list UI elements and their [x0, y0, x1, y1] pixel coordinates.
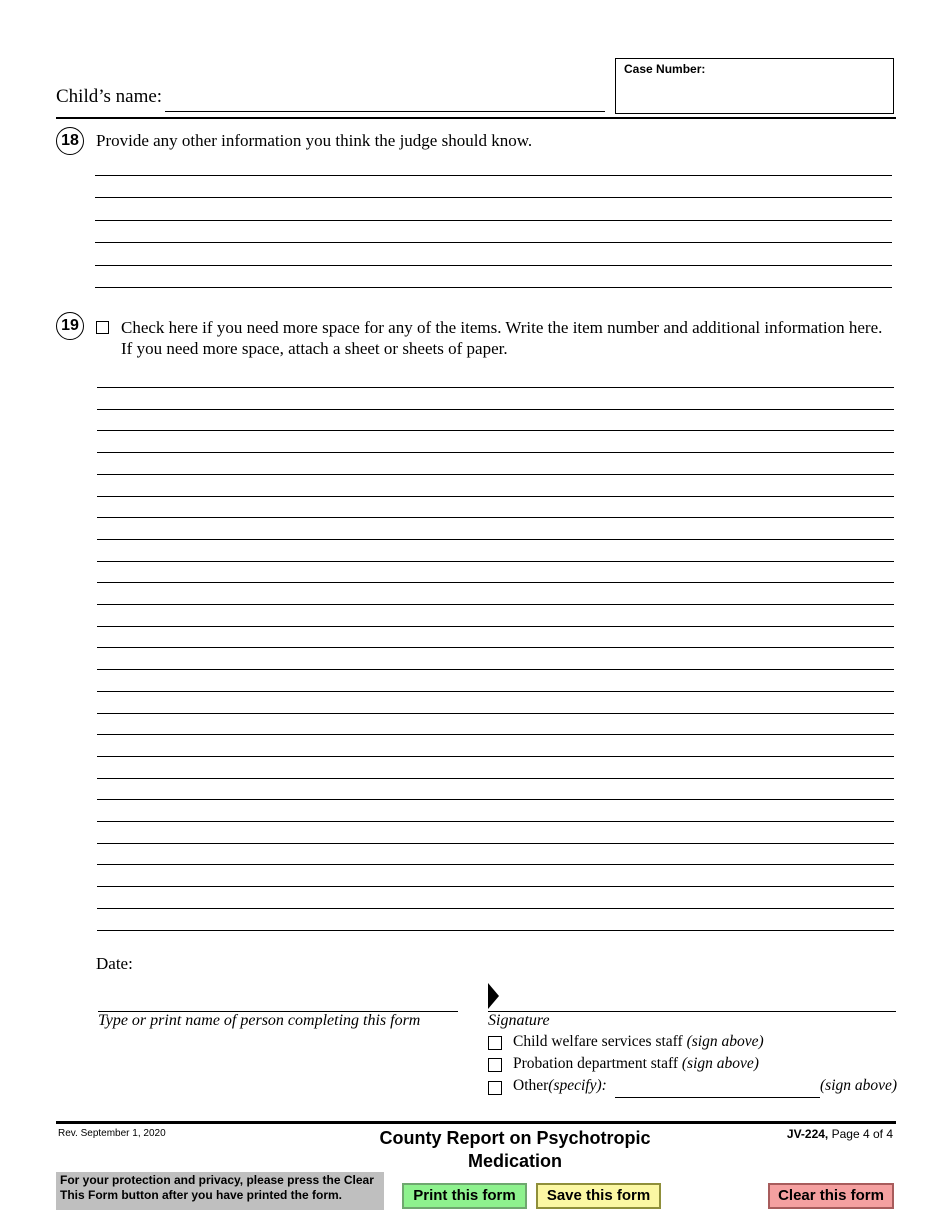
other-suffix: (sign above): [820, 1077, 898, 1094]
answer-line[interactable]: [95, 265, 892, 266]
sign-here-arrow-icon: [488, 983, 499, 1009]
child-name-label: Child’s name:: [56, 86, 163, 107]
answer-line[interactable]: [97, 539, 894, 540]
other-checkbox[interactable]: [488, 1081, 502, 1095]
more-space-checkbox[interactable]: [96, 321, 109, 334]
page-indicator: Page 4 of 4: [831, 1127, 893, 1141]
name-caption: Type or print name of person completing this form: [98, 1012, 421, 1029]
date-label: Date:: [96, 954, 133, 973]
answer-line[interactable]: [97, 886, 894, 887]
print-form-button[interactable]: [402, 1183, 527, 1209]
answer-line[interactable]: [97, 756, 894, 757]
form-title-line-2: Medication: [467, 1151, 562, 1171]
answer-line[interactable]: [97, 409, 894, 410]
form-title-line-1: County Report on Psychotropic: [379, 1128, 651, 1148]
answer-line[interactable]: [95, 175, 892, 176]
answer-line[interactable]: [97, 452, 894, 453]
probation-checkbox[interactable]: [488, 1058, 502, 1072]
answer-line[interactable]: [97, 734, 894, 735]
answer-line[interactable]: [95, 287, 892, 288]
privacy-note-line-2: This Form button after you have printed the form.: [60, 1188, 343, 1202]
answer-line[interactable]: [97, 908, 894, 909]
child-welfare-option: [513, 1033, 764, 1051]
item-18-number: 18: [56, 127, 84, 155]
probation-option: [513, 1055, 759, 1073]
privacy-note-line-1: For your protection and privacy, please press the Clear: [60, 1173, 374, 1187]
answer-line[interactable]: [97, 669, 894, 670]
answer-line[interactable]: [95, 220, 892, 221]
child-welfare-checkbox[interactable]: [488, 1036, 502, 1050]
child-welfare-label: Child welfare services staff: [513, 1033, 683, 1050]
probation-suffix: (sign above): [681, 1055, 759, 1072]
answer-line[interactable]: [97, 561, 894, 562]
privacy-note: [56, 1172, 384, 1210]
clear-form-label: Clear this form: [778, 1187, 884, 1204]
answer-line[interactable]: [97, 387, 894, 388]
item-18-prompt: Provide any other information you think the judge should know.: [96, 131, 533, 150]
answer-line[interactable]: [97, 517, 894, 518]
revision-date: Rev. September 1, 2020: [58, 1128, 166, 1139]
print-form-label: Print this form: [413, 1187, 516, 1204]
answer-line[interactable]: [97, 930, 894, 931]
answer-line[interactable]: [97, 713, 894, 714]
answer-line[interactable]: [95, 242, 892, 243]
header-divider: [56, 117, 896, 119]
case-number-label: Case Number:: [624, 62, 706, 76]
answer-line[interactable]: [97, 496, 894, 497]
child-welfare-suffix: (sign above): [686, 1033, 764, 1050]
case-number-field[interactable]: [615, 58, 894, 114]
signature-caption: Signature: [488, 1012, 550, 1029]
answer-line[interactable]: [97, 821, 894, 822]
answer-line[interactable]: [97, 691, 894, 692]
item-19-number: 19: [56, 312, 84, 340]
answer-line[interactable]: [95, 197, 892, 198]
answer-line[interactable]: [97, 647, 894, 648]
probation-label: Probation department staff: [513, 1055, 679, 1072]
item-19-prompt-line-1: Check here if you need more space for any of the items. Write the item number and additional information here.: [121, 318, 883, 337]
save-form-label: Save this form: [546, 1187, 651, 1204]
form-title: [360, 1127, 670, 1173]
answer-line[interactable]: [97, 799, 894, 800]
other-specify: (specify):: [548, 1077, 607, 1094]
footer-divider: [56, 1121, 896, 1124]
answer-line[interactable]: [97, 778, 894, 779]
save-form-button[interactable]: [536, 1183, 661, 1209]
other-specify-field[interactable]: [615, 1097, 820, 1098]
answer-line[interactable]: [97, 843, 894, 844]
answer-line[interactable]: [97, 626, 894, 627]
item-19-prompt-line-2: If you need more space, attach a sheet or sheets of paper.: [121, 339, 508, 358]
form-id: [760, 1127, 893, 1141]
child-name-field[interactable]: [165, 111, 605, 112]
answer-line[interactable]: [97, 604, 894, 605]
answer-line[interactable]: [97, 864, 894, 865]
item-19-prompt: [121, 317, 901, 359]
form-number: JV-224,: [786, 1127, 829, 1141]
clear-form-button[interactable]: [768, 1183, 894, 1209]
answer-line[interactable]: [97, 430, 894, 431]
other-label: Other: [513, 1077, 549, 1094]
answer-line[interactable]: [97, 474, 894, 475]
other-option: [513, 1077, 607, 1095]
answer-line[interactable]: [97, 582, 894, 583]
